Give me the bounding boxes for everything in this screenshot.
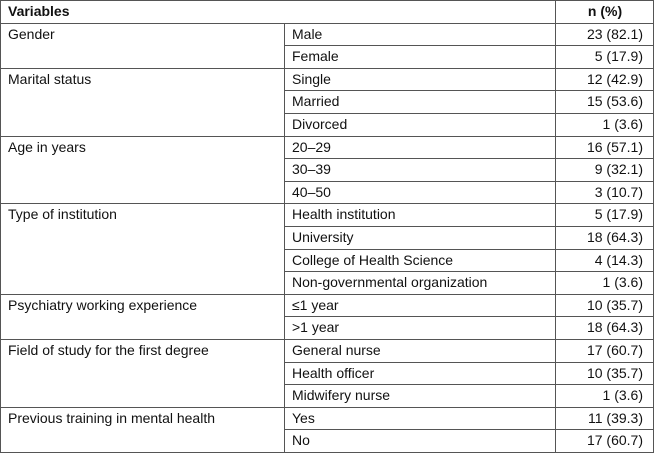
variable-cell: Gender [1, 23, 285, 68]
variable-cell: Age in years [1, 136, 285, 204]
value-cell: 18 (64.3) [556, 226, 654, 249]
category-cell: Female [285, 46, 556, 69]
category-cell: Single [285, 68, 556, 91]
variable-cell: Marital status [1, 68, 285, 136]
category-cell: ≤1 year [285, 294, 556, 317]
value-cell: 10 (35.7) [556, 294, 654, 317]
value-cell: 16 (57.1) [556, 136, 654, 159]
value-cell: 17 (60.7) [556, 339, 654, 362]
category-cell: Married [285, 91, 556, 114]
table-row [1, 407, 654, 430]
category-cell: Health officer [285, 362, 556, 385]
category-cell: Divorced [285, 113, 556, 136]
variables-header: Variables [1, 1, 556, 24]
value-cell: 5 (17.9) [556, 46, 654, 69]
table-row [1, 68, 654, 91]
category-cell: Male [285, 23, 556, 46]
category-cell: No [285, 430, 556, 453]
category-cell: 20–29 [285, 136, 556, 159]
value-cell: 1 (3.6) [556, 113, 654, 136]
category-cell: 30–39 [285, 159, 556, 182]
category-cell: Non-governmental organization [285, 272, 556, 295]
value-cell: 10 (35.7) [556, 362, 654, 385]
value-cell: 12 (42.9) [556, 68, 654, 91]
value-cell: 1 (3.6) [556, 272, 654, 295]
table-row [1, 23, 654, 46]
value-cell: 23 (82.1) [556, 23, 654, 46]
value-cell: 11 (39.3) [556, 407, 654, 430]
category-cell: Health institution [285, 204, 556, 227]
table-row [1, 136, 654, 159]
value-cell: 5 (17.9) [556, 204, 654, 227]
table-row [1, 294, 654, 317]
category-cell: General nurse [285, 339, 556, 362]
value-cell: 4 (14.3) [556, 249, 654, 272]
variable-cell: Type of institution [1, 204, 285, 294]
count-header: n (%) [556, 1, 654, 24]
category-cell: 40–50 [285, 181, 556, 204]
category-cell: University [285, 226, 556, 249]
value-cell: 3 (10.7) [556, 181, 654, 204]
category-cell: Yes [285, 407, 556, 430]
table-row [1, 204, 654, 227]
value-cell: 1 (3.6) [556, 385, 654, 408]
category-cell: >1 year [285, 317, 556, 340]
variable-cell: Psychiatry working experience [1, 294, 285, 339]
value-cell: 9 (32.1) [556, 159, 654, 182]
table-row [1, 339, 654, 362]
value-cell: 18 (64.3) [556, 317, 654, 340]
value-cell: 17 (60.7) [556, 430, 654, 453]
category-cell: Midwifery nurse [285, 385, 556, 408]
value-cell: 15 (53.6) [556, 91, 654, 114]
table-body [1, 23, 654, 452]
header-row [1, 1, 654, 24]
variable-cell: Previous training in mental health [1, 407, 285, 452]
category-cell: College of Health Science [285, 249, 556, 272]
variable-cell: Field of study for the first degree [1, 339, 285, 407]
